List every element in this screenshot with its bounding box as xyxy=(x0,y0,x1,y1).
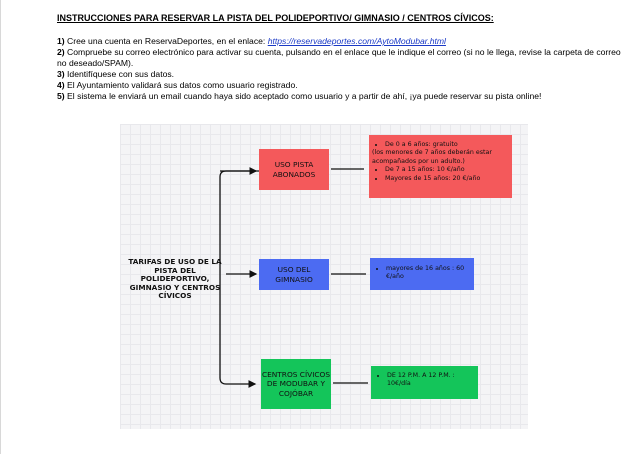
box-uso-pista-abonados: USO PISTA ABONADOS xyxy=(259,149,329,190)
step-number: 4) xyxy=(57,80,65,90)
step-number: 5) xyxy=(57,91,65,101)
info-item: • DE 12 P.M. A 12 P.M. : 10€/día xyxy=(387,372,472,389)
step-text: El Ayuntamiento validará sus datos como usuario registrado. xyxy=(67,80,298,90)
info-note: (los menores de 7 años deberán estar acompañados por un adulto.) xyxy=(372,149,492,165)
step-text: Identifíquese con sus datos. xyxy=(67,69,175,79)
step-text: El sistema le enviará un email cuando haya sido aceptado como usuario y a partir de ahí, ¡ya puede reservar su pista online! xyxy=(67,91,542,101)
step-text: Cree una cuenta en ReservaDeportes, en el enlace: xyxy=(67,36,268,46)
diagram-root-label: TARIFAS DE USO DE LA PISTA DEL POLIDEPORTIVO, GIMNASIO Y CENTROS CÍVICOS xyxy=(128,257,222,301)
page-title: INSTRUCCIONES PARA RESERVAR LA PISTA DEL POLIDEPORTIVO/ GIMNASIO / CENTROS CÍVICOS: xyxy=(57,13,494,23)
info-item: • Mayores de 15 años: 20 €/año xyxy=(385,175,508,183)
step-number: 1) xyxy=(57,36,65,46)
info-item: • mayores de 16 años : 60 €/año xyxy=(386,265,468,282)
info-centros xyxy=(371,366,478,399)
bracket-line xyxy=(220,171,259,384)
info-abonados xyxy=(369,135,512,198)
step-text: Compruebe su correo electrónico para activar su cuenta, pulsando en el enlace que le indique el correo (si no le llega, revise la carpeta de correo no deseado/SPAM). xyxy=(57,47,621,68)
box-centros-civicos: CENTROS CÍVICOS DE MODUBAR Y COJÓBAR xyxy=(261,359,331,409)
info-item: • De 7 a 15 años: 10 €/año xyxy=(385,166,508,174)
box-uso-gimnasio: USO DEL GIMNASIO xyxy=(259,259,329,290)
info-item: • De 0 a 6 años: gratuito xyxy=(385,141,508,149)
reservadeportes-link[interactable]: https://reservadeportes.com/AytoModubar.html xyxy=(267,36,446,46)
info-gimnasio xyxy=(370,258,474,290)
step-number: 2) xyxy=(57,47,65,57)
step-number: 3) xyxy=(57,69,65,79)
